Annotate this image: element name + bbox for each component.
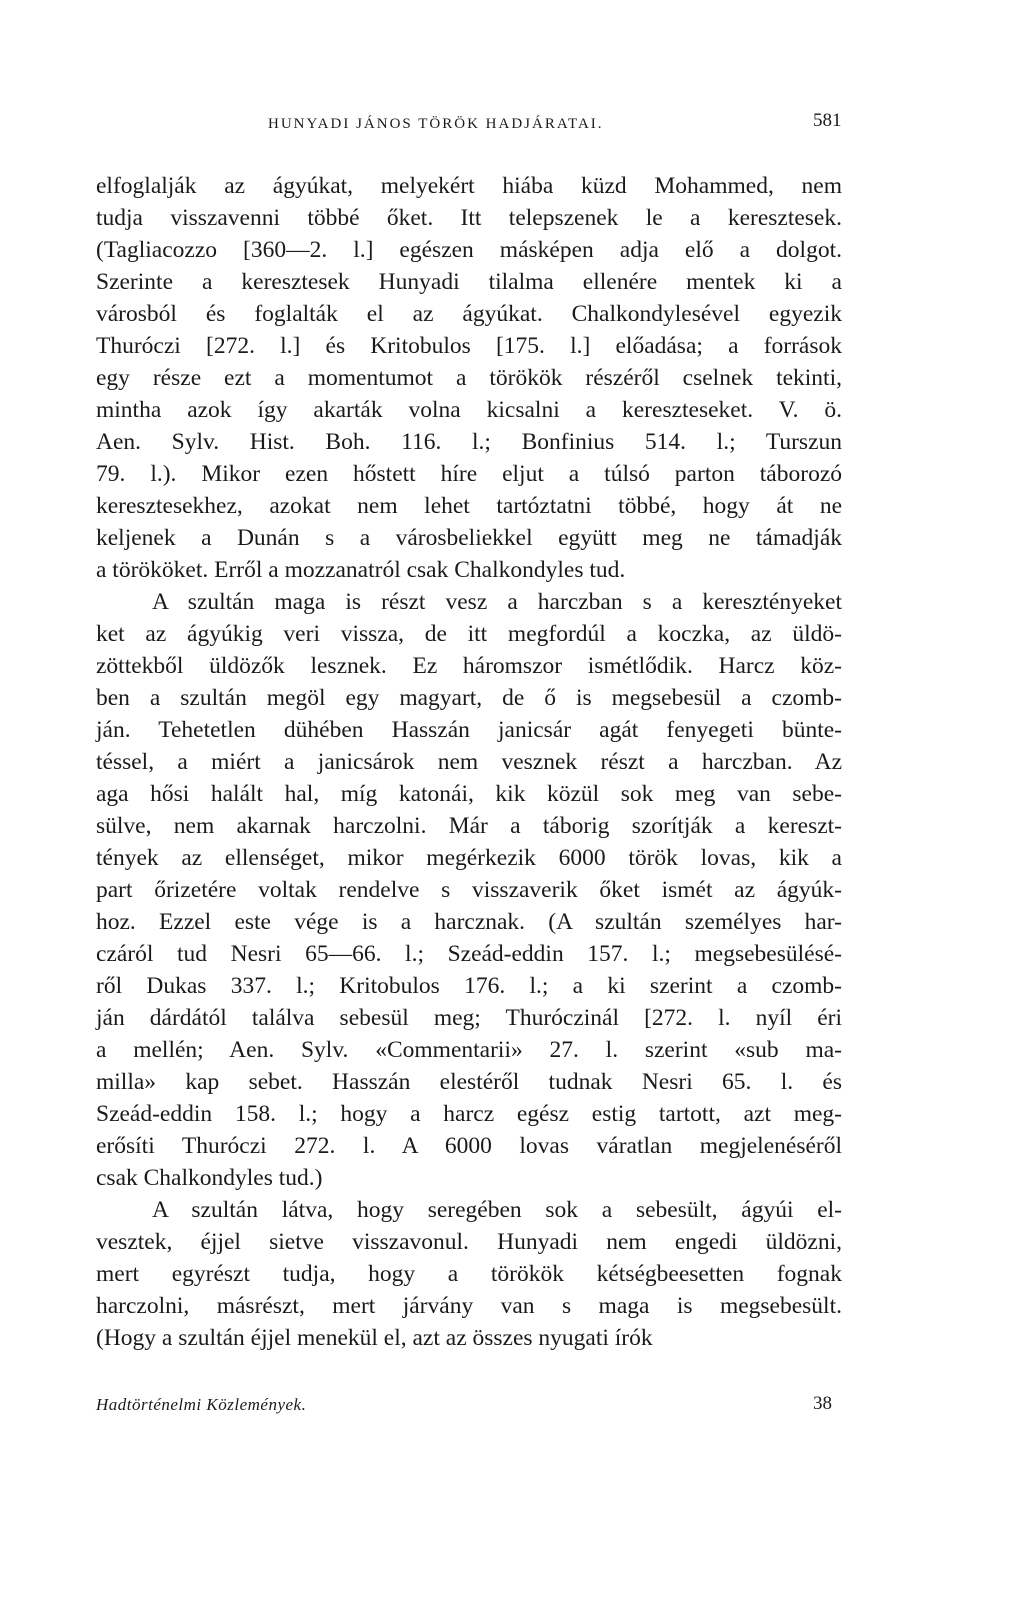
text-line: 79. l.). Mikor ezen hőstett híre eljut a túlsó parton táborozó — [96, 461, 842, 487]
journal-title: Hadtörténelmi Közlemények. — [96, 1395, 307, 1414]
text-line: erősíti Thuróczi 272. l. A 6000 lovas váratlan megjelenéséről — [96, 1133, 842, 1159]
text-line: ről Dukas 337. l.; Kritobulos 176. l.; a ki szerint a czomb- — [96, 973, 842, 999]
text-line: a törököket. Erről a mozzanatról csak Chalkondyles tud. — [96, 557, 626, 583]
text-line: egy része ezt a momentumot a törökök részéről cselnek tekinti, — [96, 365, 842, 391]
text-line: keljenek a Dunán s a városbeliekkel együtt meg ne támadják — [96, 525, 842, 551]
page-footer — [96, 1395, 842, 1419]
text-line: téssel, a miért a janicsárok nem vesznek részt a harczban. Az — [96, 749, 842, 775]
text-line: Szerinte a keresztesek Hunyadi tilalma ellenére mentek ki a — [96, 269, 842, 295]
text-line: a mellén; Aen. Sylv. «Commentarii» 27. l. szerint «sub ma- — [96, 1037, 842, 1063]
body-text — [96, 170, 842, 1354]
paragraph — [96, 1194, 842, 1354]
text-line: Thuróczi [272. l.] és Kritobulos [175. l.] előadása; a források — [96, 333, 842, 359]
text-line: (Hogy a szultán éjjel menekül el, azt az összes nyugati írók — [96, 1325, 653, 1351]
text-line: Szeád-eddin 158. l.; hogy a harcz egész estig tartott, azt meg- — [96, 1101, 842, 1127]
text-line: aga hősi halált hal, míg katonái, kik közül sok meg van sebe- — [96, 781, 842, 807]
paragraph — [96, 586, 842, 1194]
text-line: sülve, nem akarnak harczolni. Már a táborig szorítják a kereszt- — [96, 813, 842, 839]
text-line: ben a szultán megöl egy magyart, de ő is megsebesül a czomb- — [96, 685, 842, 711]
text-line: A szultán maga is részt vesz a harczban s a keresztényeket — [152, 589, 842, 615]
text-line: zöttekből üldözők lesznek. Ez háromszor ismétlődik. Harcz köz- — [96, 653, 842, 679]
text-line: ján dárdától találva sebesül meg; Thuróczinál [272. l. nyíl éri — [96, 1005, 842, 1031]
running-head: HUNYADI JÁNOS TÖRÖK HADJÁRATAI. — [268, 116, 604, 132]
text-line: A szultán látva, hogy seregében sok a sebesült, ágyúi el- — [152, 1197, 842, 1223]
page-number: 581 — [813, 110, 842, 131]
text-line: tudja visszavenni többé őket. Itt telepszenek le a keresztesek. — [96, 205, 842, 231]
text-line: városból és foglalták el az ágyúkat. Chalkondylesével egyezik — [96, 301, 842, 327]
text-line: mintha azok így akarták volna kicsalni a kereszteseket. V. ö. — [96, 397, 842, 423]
text-line: ket az ágyúkig veri vissza, de itt megfordúl a koczka, az üldö- — [96, 621, 842, 647]
text-line: Aen. Sylv. Hist. Boh. 116. l.; Bonfinius 514. l.; Turszun — [96, 429, 842, 455]
text-line: keresztesekhez, azokat nem lehet tartóztatni többé, hogy át ne — [96, 493, 842, 519]
text-line: harczolni, másrészt, mert járvány van s maga is megsebesült. — [96, 1293, 842, 1319]
text-line: hoz. Ezzel este vége is a harcznak. (A szultán személyes har- — [96, 909, 842, 935]
text-line: czáról tud Nesri 65—66. l.; Szeád-eddin 157. l.; megsebesülésé- — [96, 941, 842, 967]
text-line: part őrizetére voltak rendelve s visszaverik őket ismét az ágyúk- — [96, 877, 842, 903]
text-line: ján. Tehetetlen dühében Hasszán janicsár agát fenyegeti bünte- — [96, 717, 842, 743]
text-line: csak Chalkondyles tud.) — [96, 1165, 323, 1191]
text-line: vesztek, éjjel sietve visszavonul. Hunyadi nem engedi üldözni, — [96, 1229, 842, 1255]
text-line: elfoglalják az ágyúkat, melyekért hiába küzd Mohammed, nem — [96, 173, 842, 199]
paragraph — [96, 170, 842, 586]
signature-mark: 38 — [813, 1393, 832, 1414]
text-line: (Tagliacozzo [360—2. l.] egészen másképen adja elő a dolgot. — [96, 237, 842, 263]
text-line: milla» kap sebet. Hasszán elestéről tudnak Nesri 65. l. és — [96, 1069, 842, 1095]
text-line: mert egyrészt tudja, hogy a törökök kétségbeesetten fognak — [96, 1261, 842, 1287]
text-line: tények az ellenséget, mikor megérkezik 6000 török lovas, kik a — [96, 845, 842, 871]
